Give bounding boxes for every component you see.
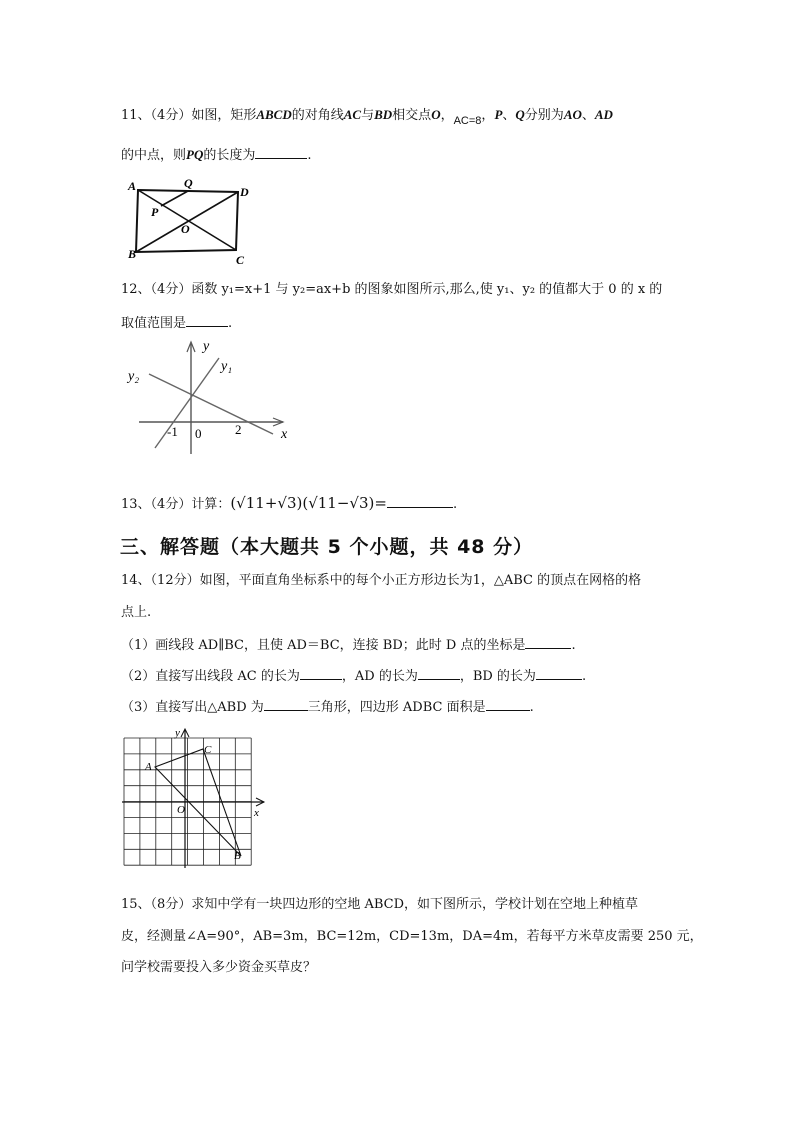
- fig14-label-a: A: [145, 761, 152, 773]
- q14-grid-figure: [116, 726, 272, 872]
- q14-sub3: （3）直接写出△ABD 为 三角形，四边形 ADBC 面积是 .: [121, 697, 534, 717]
- q14-ad-blank[interactable]: [418, 666, 460, 680]
- fig12-label-y2: y₂: [128, 369, 140, 384]
- fig12-axis-y: y: [203, 339, 210, 354]
- fig12-tick-neg1: -1: [167, 424, 178, 439]
- q14-bd-blank[interactable]: [536, 666, 582, 680]
- fig14-label-o: O: [177, 804, 185, 816]
- fig11-label-d: D: [240, 185, 249, 199]
- q12-function-graph: [125, 338, 295, 458]
- fig12-axis-x: x: [281, 427, 288, 442]
- q14-sub2: （2）直接写出线段 AC 的长为 ，AD 的长为 ，BD 的长为 .: [121, 666, 586, 686]
- q11-line1: 11、（4分）如图，矩形ABCD的对角线AC与BD相交点O，$_{AC=8}$，P、Q分别为AO、AD: [121, 107, 613, 127]
- q11-rectangle-figure: [120, 176, 260, 266]
- q13-line: 13、（4分）计算：(√11+√3)(√11−√3)= .: [121, 494, 458, 512]
- fig11-label-o: O: [181, 222, 190, 236]
- fig11-label-c: C: [236, 253, 245, 266]
- fig14-label-c: C: [204, 744, 212, 756]
- fig12-tick-two: 2: [235, 422, 242, 437]
- q13-expression: (√11+√3)(√11−√3)=: [230, 494, 387, 512]
- q11-ac-eq: AC=8: [453, 115, 482, 127]
- q14-ac-blank[interactable]: [300, 666, 342, 680]
- q13-answer-blank[interactable]: [387, 494, 453, 508]
- q11-answer-blank[interactable]: [255, 145, 307, 159]
- q11-line2: 的中点，则PQ的长度为 .: [121, 147, 312, 163]
- q14-line2: 点上.: [121, 605, 152, 620]
- q12-answer-blank[interactable]: [186, 313, 228, 327]
- fig12-tick-zero: 0: [195, 426, 202, 441]
- fig14-axis-x: x: [254, 807, 259, 819]
- q15-line2: 皮，经测量∠A=90°，AB=3m，BC=12m，CD=13m，DA=4m，若每平方米草皮需要 250 元，: [121, 929, 703, 944]
- q14-d-coord-blank[interactable]: [525, 635, 571, 649]
- q14-area-blank[interactable]: [486, 697, 530, 711]
- fig11-label-q: Q: [184, 176, 193, 190]
- fig14-label-b: B: [234, 850, 241, 862]
- q15-line3: 问学校需要投入多少资金买草皮？: [121, 960, 317, 975]
- q12-line1: 12、（4分）函数 y₁=x+1 与 y₂=ax+b 的图象如图所示,那么,使 y₁、y₂ 的值都大于 0 的 x 的: [121, 282, 663, 297]
- fig11-label-p: P: [151, 205, 159, 219]
- fig14-axis-y: y: [175, 727, 180, 739]
- q14-sub1: （1）画线段 AD∥BC，且使 AD＝BC，连接 BD；此时 D 点的坐标是 .: [121, 635, 576, 655]
- q15-line1: 15、（8分）求知中学有一块四边形的空地 ABCD，如下图所示，学校计划在空地上种植草: [121, 897, 638, 912]
- fig12-label-y1: y₁: [221, 359, 233, 374]
- section-heading: 三、解答题（本大题共 5 个小题，共 48 分）: [120, 536, 534, 558]
- fig11-label-a: A: [128, 179, 137, 193]
- q14-line1: 14、（12分）如图，平面直角坐标系中的每个小正方形边长为1，△ABC 的顶点在网格的格: [121, 573, 642, 588]
- q14-triangle-type-blank[interactable]: [264, 697, 308, 711]
- fig11-label-b: B: [128, 247, 137, 261]
- q12-line2: 取值范围是 .: [121, 313, 232, 333]
